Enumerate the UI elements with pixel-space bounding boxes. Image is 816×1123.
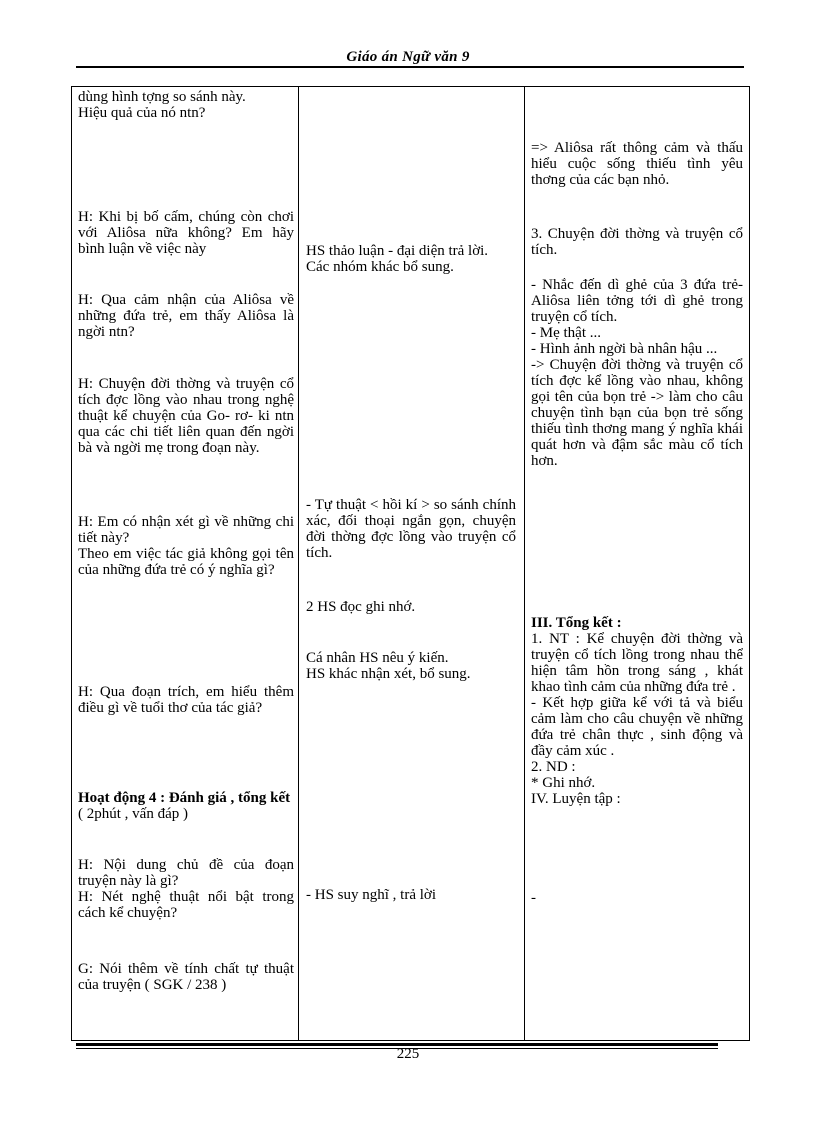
content-text: -> Chuyện đời thờng và truyện cổ tích đợc kể lồng vào nhau, không gọi tên của bọn trẻ -> làm cho câu chuyện tình bạn của bọn trẻ sống thiếu tình thơng mang ý nghĩa khái quát hơn và đậm sắc màu cổ tích hơn. [531,357,743,469]
question-text: H: Qua đoạn trích, em hiểu thêm điều gì về tuổi thơ của tác giả? [78,684,294,716]
student-activity-text: 2 HS đọc ghi nhớ. [306,599,416,615]
content-text: - Hình ảnh ngời bà nhân hậu ... [531,341,718,357]
question-text: H: Chuyện đời thờng và truyện cổ tích đợc lồng vào nhau trong nghệ thuật kể chuyện của Go- rơ- ki ntn qua các chi tiết liên quan đến ngời bà và ngời mẹ trong đoạn này. [78,376,294,456]
question-text: Theo em việc tác giả không gọi tên của những đứa trẻ có ý nghĩa gì? [78,546,294,578]
student-activity-block [306,497,516,561]
student-activity-block [306,887,516,903]
teacher-note-text: G: Nói thêm về tính chất tự thuật của truyện ( SGK / 238 ) [78,961,294,993]
student-activity-text: Các nhóm khác bổ sung. [306,259,454,275]
question-block [78,376,294,456]
question-block [78,857,294,921]
content-block [531,277,743,469]
content-block [531,140,743,188]
content-text: 2. ND : [531,759,576,775]
content-text: 3. Chuyện đời thờng và truyện cổ tích. [531,226,743,258]
column-divider-1 [298,87,299,1040]
activity-duration: ( 2phút , vấn đáp ) [78,806,188,822]
student-activity-text: Cá nhân HS nêu ý kiến. [306,650,449,666]
question-text: H: Qua cảm nhận của Aliôsa về những đứa trẻ, em thấy Aliôsa là ngời ntn? [78,292,294,340]
question-block [78,209,294,257]
question-block [78,89,294,121]
question-block [78,292,294,340]
content-text: - [531,890,536,906]
column-divider-2 [524,87,525,1040]
content-text: - Mẹ thật ... [531,325,601,341]
page-number: 225 [396,1046,420,1062]
content-text: => Aliôsa rất thông cảm và thấu hiểu cuộc sống thiếu tình yêu thơng của các bạn nhỏ. [531,140,743,188]
content-text: * Ghi nhớ. [531,775,596,791]
question-text: Hiệu quả của nó ntn? [78,105,206,121]
student-activity-text: - HS suy nghĩ , trả lời [306,887,437,903]
question-text: H: Nét nghệ thuật nổi bật trong cách kể chuyện? [78,889,294,921]
student-activity-text: HS thảo luận - đại diện trả lời. [306,243,489,259]
header-rule [76,66,744,68]
student-activity-block [306,243,516,275]
question-text: H: Khi bị bố cấm, chúng còn chơi với Aliôsa nữa không? Em hãy bình luận về việc này [78,209,294,257]
activity-heading: Hoạt động 4 : Đánh giá , tổng kết [78,790,291,806]
content-block [531,226,743,258]
question-text: H: Nội dung chủ đề của đoạn truyện này là gì? [78,857,294,889]
content-text: 1. NT : Kể chuyện đời thờng và truyện cổ tích lồng trong nhau thể hiện tâm hồn trong sáng , khát khao tình cảm của những đứa trẻ . [531,631,743,695]
lesson-content-column [531,87,743,1040]
content-text: - Nhắc đến dì ghẻ của 3 đứa trẻ- Aliôsa liên tởng tới dì ghẻ trong truyện cổ tích. [531,277,743,325]
activity-heading-block [78,790,294,822]
student-activity-text: - Tự thuật < hồi kí > so sánh chính xác, đối thoại ngắn gọn, chuyện đời thờng đợc lồng vào truyện cổ tích. [306,497,516,561]
section-heading: III. Tổng kết : [531,615,622,631]
student-activity-column [306,87,516,1040]
content-block [531,890,743,906]
student-activity-block [306,650,516,682]
question-text: dùng hình tợng so sánh này. [78,89,246,105]
question-block [78,684,294,716]
question-text: H: Em có nhận xét gì về những chi tiết này? [78,514,294,546]
student-activity-block [306,599,516,615]
document-header-title: Giáo án Ngữ văn 9 [346,49,470,65]
content-text: - Kết hợp giữa kể với tả và biểu cảm làm cho câu chuyện về những đứa trẻ chân thực , sinh động và đầy cảm xúc . [531,695,743,759]
lesson-table [71,86,750,1041]
teacher-note-block [78,961,294,993]
teacher-activity-column [78,87,294,1040]
student-activity-text: HS khác nhận xét, bổ sung. [306,666,471,682]
summary-block [531,615,743,807]
content-text: IV. Luyện tập : [531,791,621,807]
question-block [78,514,294,578]
